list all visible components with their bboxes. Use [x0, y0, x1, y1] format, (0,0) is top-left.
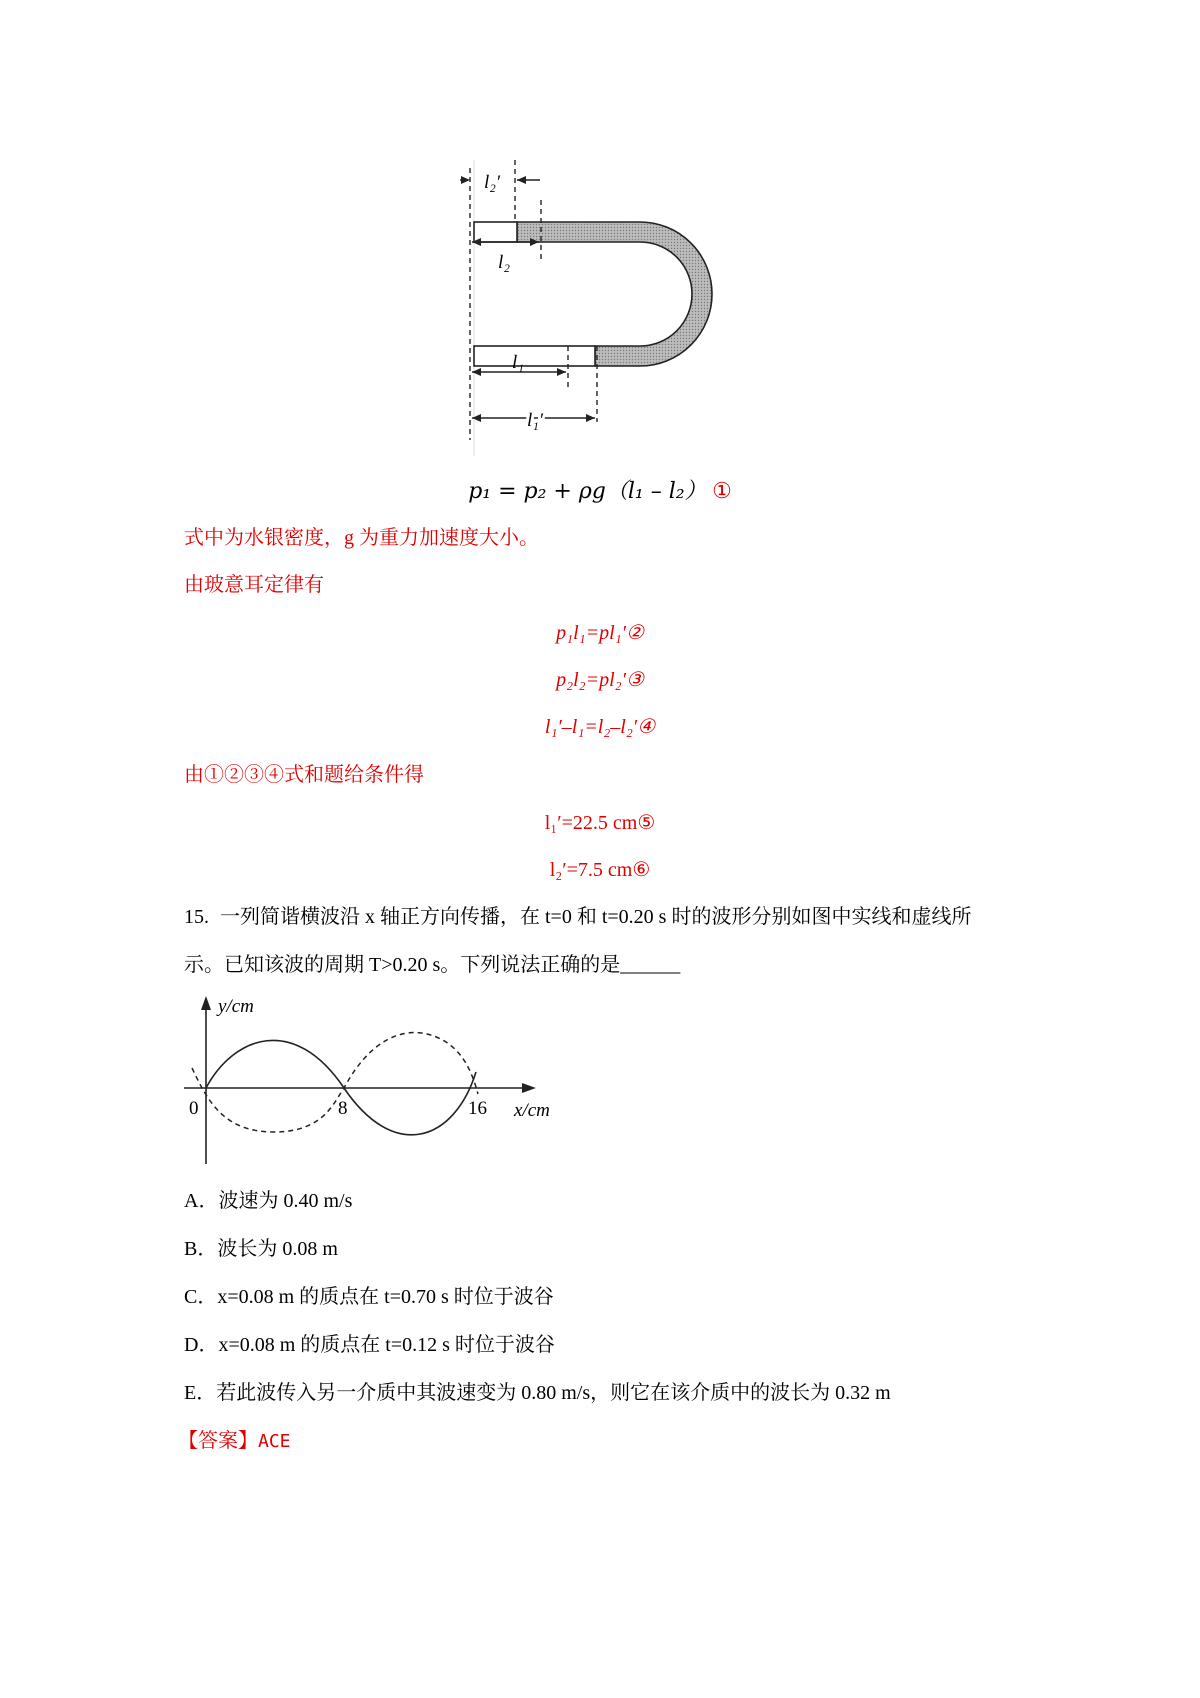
formula-1-marker: ①: [712, 478, 732, 503]
equation-4: l₁′–l₁=l₂–l₂′④: [544, 716, 656, 738]
answer-label: 【答案】: [178, 1430, 258, 1452]
equation-2: p₁l₁=pl₁′②: [556, 622, 644, 644]
answer-line: [178, 1428, 291, 1455]
label-l2: l₂: [498, 252, 510, 273]
result-2: l₂′=7.5 cm⑥: [549, 859, 651, 881]
lower-air-column: [474, 346, 595, 366]
tick-16: 16: [468, 1098, 487, 1119]
dashed-wave-t020: [192, 1033, 478, 1132]
mercury-column: [517, 222, 712, 366]
note-derive: 由①②③④式和题给条件得: [184, 764, 424, 786]
option-e-text: 若此波传入另一介质中其波速变为 0.80 m/s，则它在该介质中的波长为 0.32 m: [216, 1382, 891, 1404]
solid-wave-t0: [206, 1023, 304, 1088]
tick-8: 8: [338, 1098, 348, 1119]
option-d-text: x=0.08 m 的质点在 t=0.12 s 时位于波谷: [218, 1334, 555, 1356]
question-line-1: [184, 904, 971, 930]
note-density: 式中为水银密度，g 为重力加速度大小。: [184, 527, 539, 549]
u-tube-diagram: [460, 160, 800, 460]
option-a: [184, 1188, 352, 1214]
option-a-letter: A．: [184, 1190, 219, 1212]
option-d: [184, 1332, 555, 1358]
option-b: [184, 1236, 338, 1262]
option-d-letter: D．: [184, 1334, 219, 1356]
question-number: 15.: [184, 906, 209, 928]
question-line-2: 示。已知该波的周期 T>0.20 s。下列说法正确的是______: [184, 954, 681, 976]
origin-label: 0: [189, 1098, 199, 1119]
formula-1: [0, 478, 1200, 505]
option-c-text: x=0.08 m 的质点在 t=0.70 s 时位于波谷: [217, 1286, 554, 1308]
label-l2-prime: l₂′: [483, 172, 501, 193]
option-e: [184, 1380, 891, 1406]
question-text-1: 一列简谐横波沿 x 轴正方向传播，在 t=0 和 t=0.20 s 时的波形分别如图中实线和虚线所: [220, 906, 972, 928]
option-b-text: 波长为 0.08 m: [217, 1238, 338, 1260]
equation-3: p₂l₂=pl₂′③: [556, 669, 644, 691]
label-l1-prime: l₁′: [526, 410, 544, 431]
wave-graph: [184, 992, 564, 1172]
x-axis-label: x/cm: [514, 1100, 550, 1121]
formula-1-text: p₁ = p₂ + ρg（l₁ – l₂）: [468, 479, 707, 504]
option-b-letter: B．: [184, 1238, 218, 1260]
result-1: l₁′=22.5 cm⑤: [544, 812, 656, 834]
option-c-letter: C．: [184, 1286, 218, 1308]
answer-value: ACE: [258, 1431, 291, 1452]
option-c: [184, 1284, 554, 1310]
option-e-letter: E．: [184, 1382, 217, 1404]
note-boyle: 由玻意耳定律有: [184, 574, 324, 596]
label-l1: l₁: [512, 352, 524, 373]
option-a-text: 波速为 0.40 m/s: [218, 1190, 353, 1212]
y-axis-label: y/cm: [218, 996, 254, 1017]
